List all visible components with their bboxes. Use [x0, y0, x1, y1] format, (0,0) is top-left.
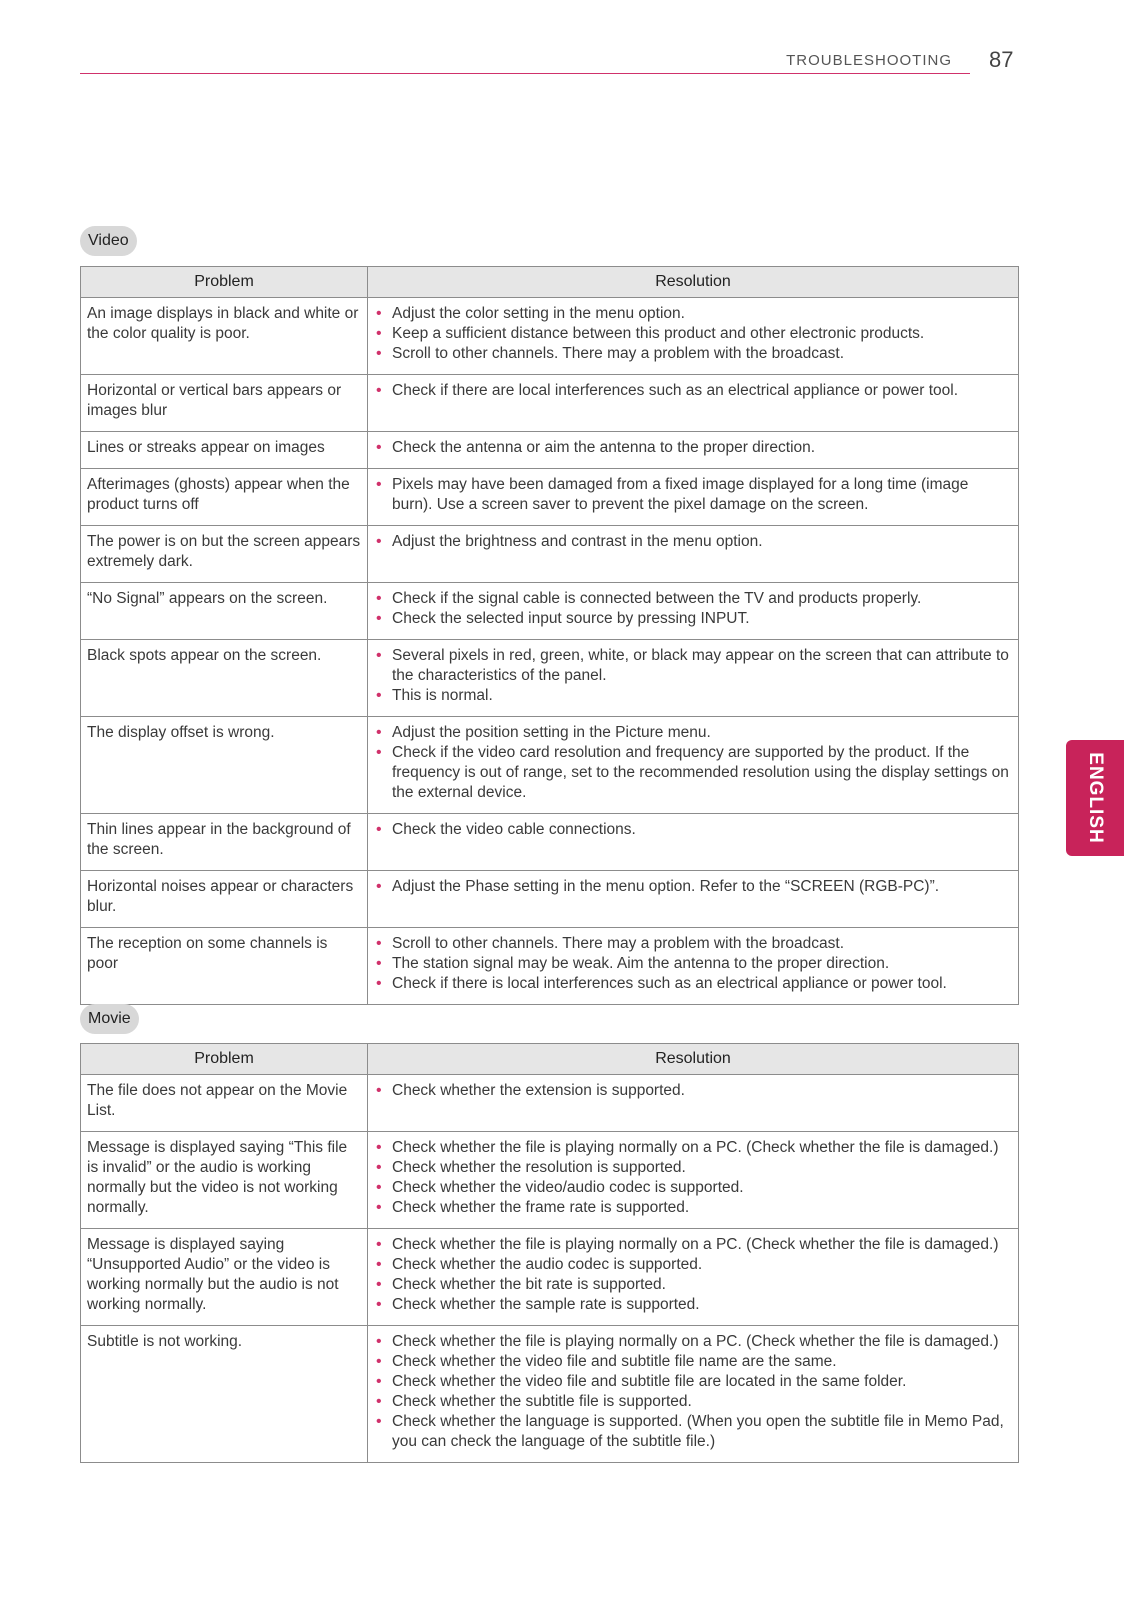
resolution-list — [374, 1138, 1012, 1218]
resolution-cell — [368, 640, 1019, 717]
resolution-item: • The station signal may be weak. Aim the antenna to the proper direction. — [374, 954, 1012, 974]
resolution-item: • Check whether the file is playing normally on a PC. (Check whether the file is damaged.) — [374, 1138, 1012, 1158]
resolution-cell — [368, 375, 1019, 432]
resolution-cell — [368, 526, 1019, 583]
resolution-item: • Check whether the resolution is supported. — [374, 1158, 1012, 1178]
resolution-cell — [368, 814, 1019, 871]
resolution-cell — [368, 717, 1019, 814]
problem-cell: The display offset is wrong. — [81, 717, 368, 814]
table-row — [81, 1326, 1019, 1463]
video-table-body — [81, 298, 1019, 1005]
language-tab-label: ENGLISH — [1085, 752, 1106, 844]
video-troubleshooting-table — [80, 266, 1019, 1005]
problem-cell: An image displays in black and white or the color quality is poor. — [81, 298, 368, 375]
resolution-item: • Pixels may have been damaged from a fixed image displayed for a long time (image burn). Use a screen saver to prevent the pixel damage on the screen. — [374, 475, 1012, 515]
table-row — [81, 432, 1019, 469]
resolution-item: • Scroll to other channels. There may a problem with the broadcast. — [374, 344, 1012, 364]
table-row — [81, 871, 1019, 928]
problem-cell: Message is displayed saying “Unsupported Audio” or the video is working normally but the audio is not working normally. — [81, 1229, 368, 1326]
resolution-item: • Check if the signal cable is connected between the TV and products properly. — [374, 589, 1012, 609]
language-tab — [1066, 740, 1124, 856]
table-header-row — [81, 267, 1019, 298]
problem-cell: Subtitle is not working. — [81, 1326, 368, 1463]
problem-cell: Horizontal or vertical bars appears or images blur — [81, 375, 368, 432]
resolution-item: • This is normal. — [374, 686, 1012, 706]
resolution-list — [374, 820, 1012, 840]
resolution-item: • Adjust the position setting in the Picture menu. — [374, 723, 1012, 743]
resolution-list — [374, 877, 1012, 897]
table-row — [81, 640, 1019, 717]
resolution-item: • Scroll to other channels. There may a problem with the broadcast. — [374, 934, 1012, 954]
resolution-item: • Check whether the sample rate is supported. — [374, 1295, 1012, 1315]
resolution-item: • Check whether the language is supported. (When you open the subtitle file in Memo Pad, you can check the language of the subtitle file.) — [374, 1412, 1012, 1452]
resolution-item: • Check the selected input source by pressing INPUT. — [374, 609, 1012, 629]
resolution-item: • Several pixels in red, green, white, or black may appear on the screen that can attribute to the characteristics of the panel. — [374, 646, 1012, 686]
problem-cell: Black spots appear on the screen. — [81, 640, 368, 717]
movie-section-label: Movie — [80, 1004, 139, 1034]
problem-column-header: Problem — [81, 1044, 368, 1075]
problem-cell: The reception on some channels is poor — [81, 928, 368, 1005]
resolution-item: • Check if there are local interferences such as an electrical appliance or power tool. — [374, 381, 1012, 401]
problem-cell: The file does not appear on the Movie List. — [81, 1075, 368, 1132]
resolution-list — [374, 1332, 1012, 1452]
movie-troubleshooting-table — [80, 1043, 1019, 1463]
header-rule — [80, 73, 970, 74]
resolution-item: • Adjust the brightness and contrast in the menu option. — [374, 532, 1012, 552]
problem-cell: “No Signal” appears on the screen. — [81, 583, 368, 640]
resolution-cell — [368, 928, 1019, 1005]
resolution-item: • Check the video cable connections. — [374, 820, 1012, 840]
table-row — [81, 1229, 1019, 1326]
resolution-item: • Check whether the video file and subtitle file name are the same. — [374, 1352, 1012, 1372]
problem-cell: Lines or streaks appear on images — [81, 432, 368, 469]
table-row — [81, 375, 1019, 432]
problem-cell: Horizontal noises appear or characters blur. — [81, 871, 368, 928]
table-row — [81, 1132, 1019, 1229]
resolution-item: • Keep a sufficient distance between this product and other electronic products. — [374, 324, 1012, 344]
resolution-list — [374, 532, 1012, 552]
problem-cell: The power is on but the screen appears extremely dark. — [81, 526, 368, 583]
problem-cell: Afterimages (ghosts) appear when the product turns off — [81, 469, 368, 526]
table-row — [81, 717, 1019, 814]
resolution-cell — [368, 1229, 1019, 1326]
resolution-list — [374, 1235, 1012, 1315]
table-row — [81, 814, 1019, 871]
problem-cell: Message is displayed saying “This file is invalid” or the audio is working normally but the video is not working normally. — [81, 1132, 368, 1229]
resolution-cell — [368, 1132, 1019, 1229]
video-section-label: Video — [80, 226, 137, 256]
section-title: TROUBLESHOOTING — [786, 52, 952, 69]
resolution-list — [374, 723, 1012, 803]
resolution-item: • Check whether the bit rate is supported. — [374, 1275, 1012, 1295]
resolution-item: • Check whether the audio codec is supported. — [374, 1255, 1012, 1275]
resolution-item: • Check whether the frame rate is supported. — [374, 1198, 1012, 1218]
table-row — [81, 1075, 1019, 1132]
resolution-list — [374, 1081, 1012, 1101]
resolution-item: • Check whether the file is playing normally on a PC. (Check whether the file is damaged.) — [374, 1235, 1012, 1255]
resolution-list — [374, 934, 1012, 994]
table-row — [81, 298, 1019, 375]
resolution-cell — [368, 1326, 1019, 1463]
resolution-list — [374, 589, 1012, 629]
resolution-item: • Adjust the Phase setting in the menu option. Refer to the “SCREEN (RGB-PC)”. — [374, 877, 1012, 897]
table-header-row — [81, 1044, 1019, 1075]
resolution-item: • Check if the video card resolution and frequency are supported by the product. If the frequency is out of range, set to the recommended resolution using the display settings on the external device. — [374, 743, 1012, 803]
resolution-cell — [368, 871, 1019, 928]
resolution-cell — [368, 469, 1019, 526]
resolution-item: • Check whether the video file and subtitle file are located in the same folder. — [374, 1372, 1012, 1392]
page-number: 87 — [989, 47, 1014, 72]
resolution-column-header: Resolution — [368, 267, 1019, 298]
resolution-item: • Check whether the video/audio codec is supported. — [374, 1178, 1012, 1198]
resolution-list — [374, 438, 1012, 458]
problem-column-header: Problem — [81, 267, 368, 298]
table-row — [81, 583, 1019, 640]
resolution-item: • Check if there is local interferences such as an electrical appliance or power tool. — [374, 974, 1012, 994]
resolution-list — [374, 475, 1012, 515]
resolution-column-header: Resolution — [368, 1044, 1019, 1075]
resolution-list — [374, 304, 1012, 364]
movie-table-body — [81, 1075, 1019, 1463]
resolution-item: • Check whether the extension is supported. — [374, 1081, 1012, 1101]
resolution-cell — [368, 583, 1019, 640]
table-row — [81, 928, 1019, 1005]
resolution-cell — [368, 1075, 1019, 1132]
resolution-list — [374, 381, 1012, 401]
resolution-item: • Check whether the file is playing normally on a PC. (Check whether the file is damaged.) — [374, 1332, 1012, 1352]
resolution-list — [374, 646, 1012, 706]
resolution-item: • Check whether the subtitle file is supported. — [374, 1392, 1012, 1412]
resolution-cell — [368, 432, 1019, 469]
resolution-cell — [368, 298, 1019, 375]
table-row — [81, 526, 1019, 583]
resolution-item: • Check the antenna or aim the antenna to the proper direction. — [374, 438, 1012, 458]
problem-cell: Thin lines appear in the background of the screen. — [81, 814, 368, 871]
resolution-item: • Adjust the color setting in the menu option. — [374, 304, 1012, 324]
table-row — [81, 469, 1019, 526]
